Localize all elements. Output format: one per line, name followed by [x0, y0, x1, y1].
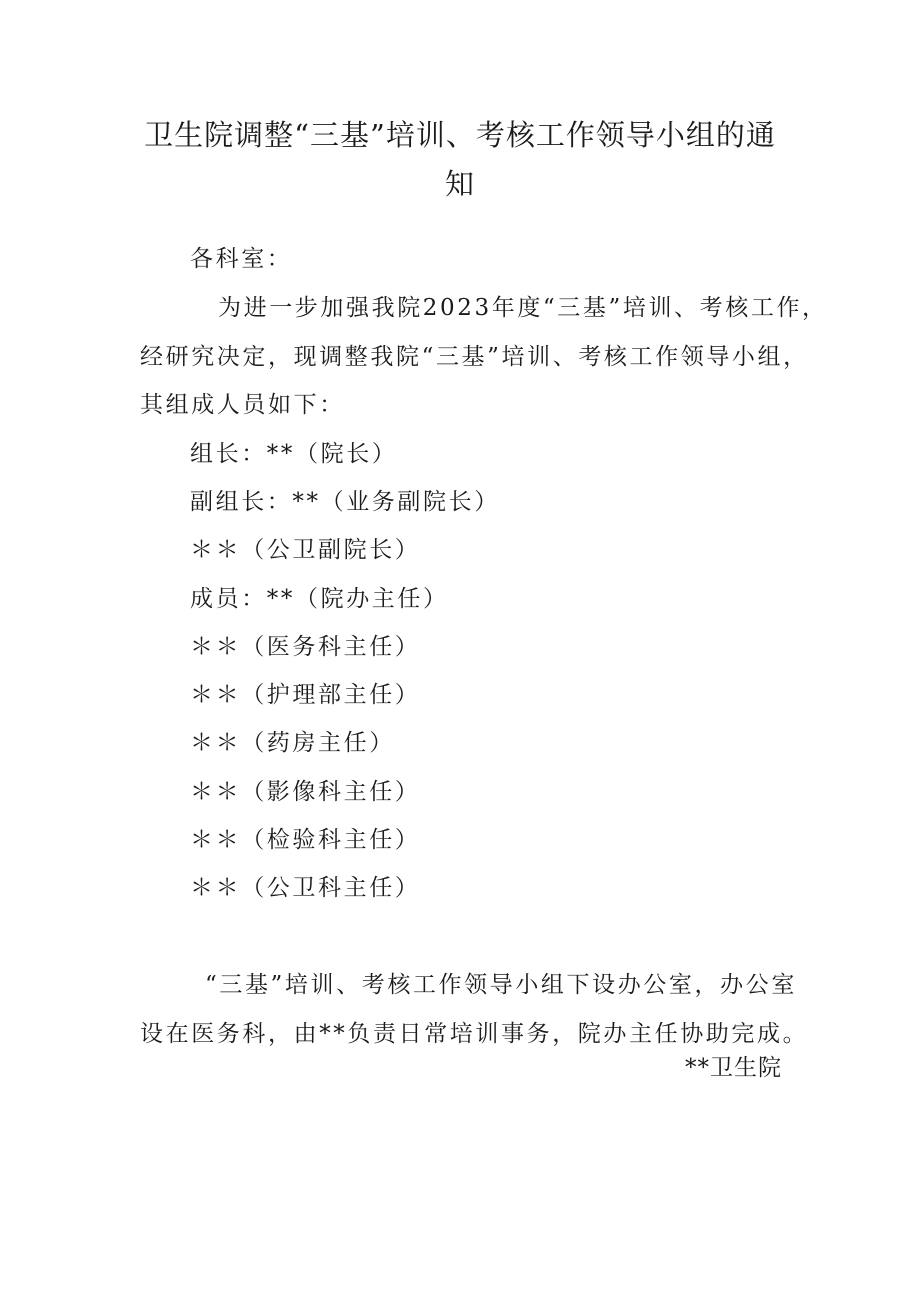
closing-line-1: “三基”培训、考核工作领导小组下设办公室，办公室 [205, 972, 797, 998]
intro-line-3: 其组成人员如下： [140, 392, 345, 418]
member-line: ＊＊（医务科主任） [190, 634, 421, 660]
document-title-line-1: 卫生院调整“三基”培训、考核工作领导小组的通 [144, 118, 776, 152]
member-line: ＊＊（护理部主任） [190, 682, 421, 708]
member-line: ＊＊（公卫副院长） [190, 537, 421, 563]
document-title-line-2: 知 [444, 167, 475, 201]
member-line: ＊＊（影像科主任） [190, 779, 421, 805]
member-line: 成员：**（院办主任） [190, 586, 449, 612]
intro-line-1: 为进一步加强我院2023年度“三基”培训、考核工作， [218, 295, 828, 321]
member-line: 组长：**（院长） [190, 441, 398, 467]
member-line: 副组长：**（业务副院长） [190, 489, 500, 515]
closing-line-2: 设在医务科，由**负责日常培训事务，院办主任协助完成。 [140, 1021, 809, 1047]
member-line: ＊＊（公卫科主任） [190, 875, 421, 901]
member-line: ＊＊（检验科主任） [190, 827, 421, 853]
salutation: 各科室： [190, 246, 293, 272]
member-line: ＊＊（药房主任） [190, 730, 395, 756]
signature: **卫生院 [685, 1055, 782, 1081]
intro-line-2: 经研究决定，现调整我院“三基”培训、考核工作领导小组， [140, 344, 809, 370]
